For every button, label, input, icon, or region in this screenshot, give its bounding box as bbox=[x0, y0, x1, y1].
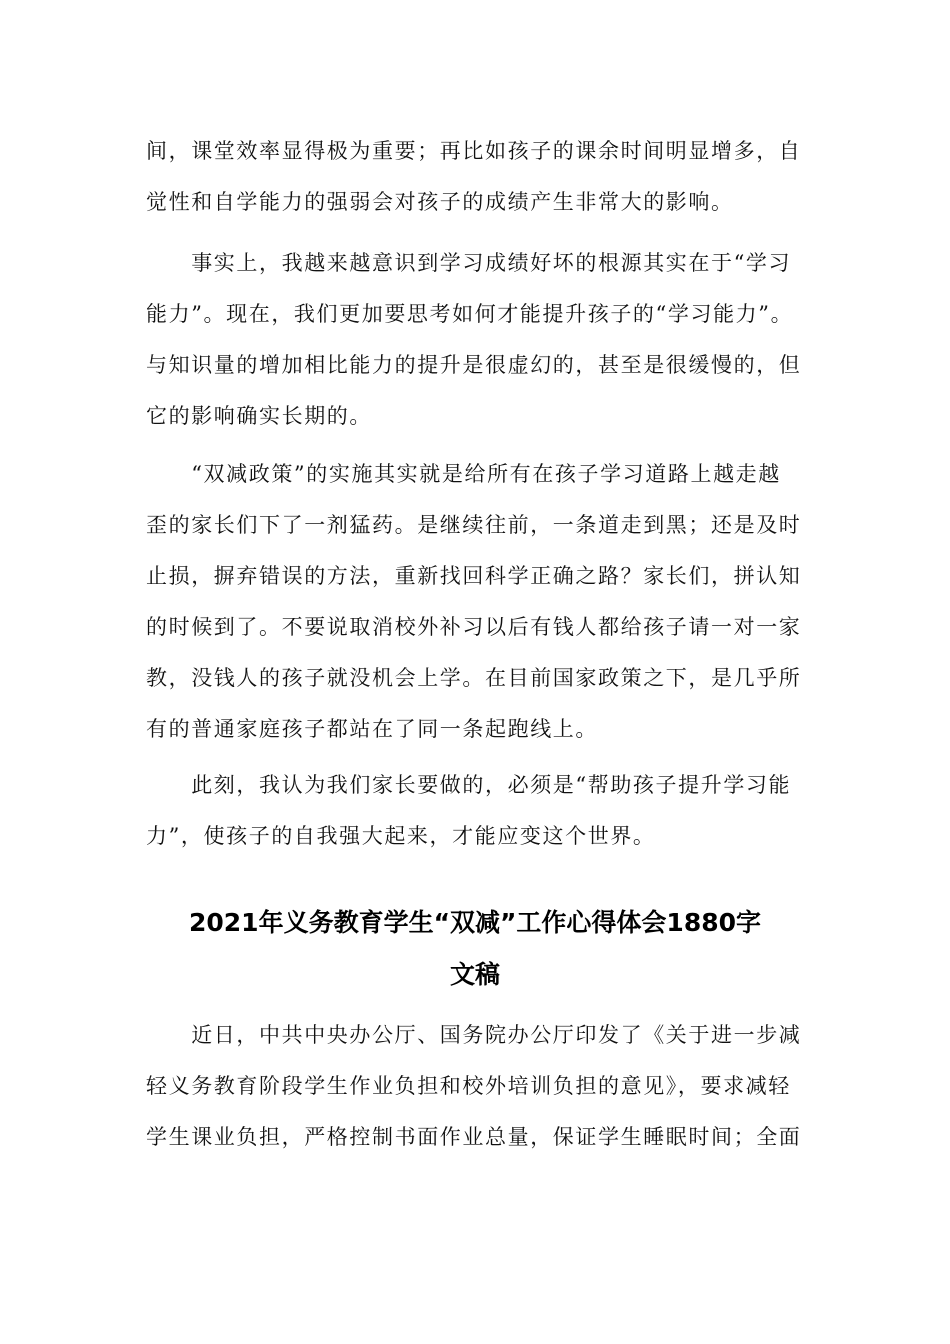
paragraph-4 bbox=[146, 760, 806, 862]
heading-line: 文稿 bbox=[449, 960, 500, 989]
paragraph-3 bbox=[146, 449, 806, 755]
paragraph-line: 有的普通家庭孩子都站在了同一条起跑线上。 bbox=[146, 717, 598, 741]
paragraph-line: 能力”。现在，我们更加要思考如何才能提升孩子的“学习能力”。 bbox=[146, 302, 794, 326]
paragraph-line: 间，课堂效率显得极为重要；再比如孩子的课余时间明显增多，自 bbox=[146, 139, 802, 163]
paragraph-2 bbox=[146, 238, 806, 442]
paragraph-5 bbox=[146, 1010, 806, 1163]
paragraph-line: 歪的家长们下了一剂猛药。是继续往前，一条道走到黑；还是及时 bbox=[146, 513, 802, 537]
paragraph-1 bbox=[146, 126, 806, 228]
paragraph-line: 轻义务教育阶段学生作业负担和校外培训负担的意见》，要求减轻 bbox=[146, 1074, 791, 1098]
paragraph-line: 的时候到了。不要说取消校外补习以后有钱人都给孩子请一对一家 bbox=[146, 615, 802, 639]
paragraph-line: 教，没钱人的孩子就没机会上学。在目前国家政策之下，是几乎所 bbox=[146, 666, 802, 690]
paragraph-line: 它的影响确实长期的。 bbox=[146, 404, 372, 428]
paragraph-line: 与知识量的增加相比能力的提升是很虚幻的，甚至是很缓慢的，但 bbox=[146, 353, 802, 377]
paragraph-line: “双减政策”的实施其实就是给所有在孩子学习道路上越走越 bbox=[146, 462, 781, 486]
paragraph-line: 近日，中共中央办公厅、国务院办公厅印发了《关于进一步减 bbox=[146, 1023, 802, 1047]
paragraph-line: 此刻，我认为我们家长要做的，必须是“帮助孩子提升学习能 bbox=[146, 773, 792, 797]
document-heading bbox=[100, 897, 850, 1001]
paragraph-line: 学生课业负担，严格控制书面作业总量，保证学生睡眠时间；全面 bbox=[146, 1125, 802, 1149]
paragraph-line: 止损，摒弃错误的方法，重新找回科学正确之路？家长们，拼认知 bbox=[146, 564, 802, 588]
paragraph-line: 力”，使孩子的自我强大起来，才能应变这个世界。 bbox=[146, 824, 656, 848]
paragraph-line: 觉性和自学能力的强弱会对孩子的成绩产生非常大的影响。 bbox=[146, 190, 734, 214]
heading-line: 2021年义务教育学生“双减”工作心得体会1880字 bbox=[188, 908, 762, 937]
paragraph-line: 事实上，我越来越意识到学习成绩好坏的根源其实在于“学习 bbox=[146, 251, 792, 275]
